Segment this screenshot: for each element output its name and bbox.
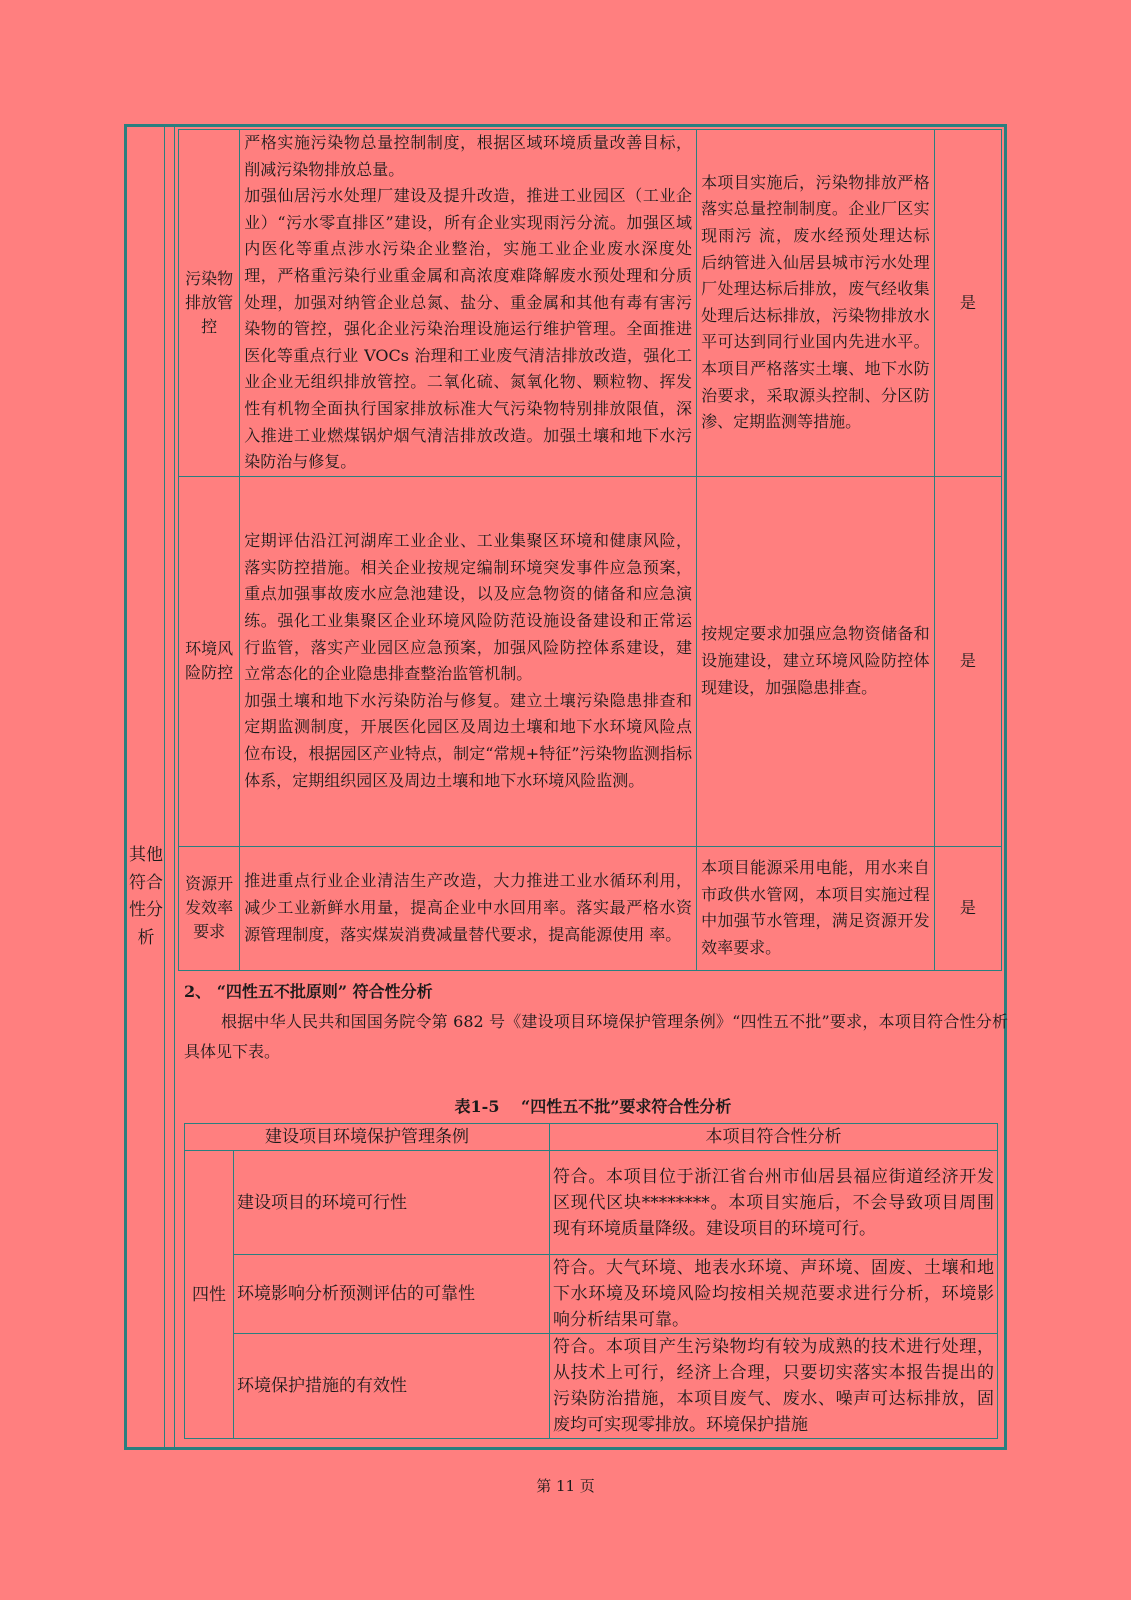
category-cell: 污染物排放管控 [179, 130, 240, 477]
analysis-cell: 符合。本项目产生污染物均有较为成熟的技术进行处理，从技术上可行，经济上合理，只要切实落实本报告提出的污染防治措施，本项目废气、废水、噪声可达标排放，固废均可实现零排放。环境保护措施 [550, 1334, 998, 1439]
spacer-column [165, 127, 175, 1447]
side-label: 其他符合性分析 [129, 845, 163, 948]
section-paragraph: 根据中华人民共和国国务院令第 682 号《建设项目环境保护管理条例》“四性五不批”要求，本项目符合性分析具体见下表。 [184, 1012, 1008, 1061]
result-cell: 是 [934, 846, 1001, 970]
requirement-cell [240, 476, 697, 846]
four-five-table [184, 1123, 998, 1439]
page-number: 第 11 页 [536, 1477, 595, 1495]
analysis-cell: 本项目实施后，污染物排放严格落实总量控制制度。企业厂区实现雨污 流，废水经预处理达标后纳管进入仙居县城市污水处理厂处理达标后排放，废气经收集处理后达标排放，污染物排放水平可达到同行业国内先进水平。本项目严格落实土壤、地下水防治要求，采取源头控制、分区防渗、定期监测等措施。 [697, 130, 935, 477]
requirement-paragraph: 加强仙居污水处理厂建设及提升改造，推进工业园区（工业企业）“污水零直排区”建设，所有企业实现雨污分流。加强区域内医化等重点涉水污染企业整治，实施工业企业废水深度处理，严格重污染行业重金属和高浓度难降解废水预处理和分质处理，加强对纳管企业总氮、盐分、重金属和其他有毒有害污染物的管控，强化企业污染治理设施运行维护管理。全面推进医化等重点行业 VOCs 治理和工业废气清洁排放改造，强化工业企业无组织排放管控。二氧化硫、氮氧化物、颗粒物、挥发性有机物全面执行国家排放标准大气污染物特别排放限值，深入推进工业燃煤锅炉烟气清洁排放改造。加强土壤和地下水污染防治与修复。 [244, 186, 693, 472]
section-2 [178, 977, 1008, 1067]
category-cell: 环境风险防控 [179, 476, 240, 846]
table-caption: 表1-5 “四性五不批”要求符合性分析 [454, 1097, 732, 1116]
table-header-row [185, 1124, 998, 1151]
analysis-cell: 符合。本项目位于浙江省台州市仙居县福应街道经济开发区现代区块********。本项目实施后，不会导致项目周围现有环境质量降级。建设项目的环境可行。 [550, 1151, 998, 1255]
requirement-paragraph: 加强土壤和地下水污染防治与修复。建立土壤污染隐患排查和定期监测制度，开展医化园区及周边土壤和地下水环境风险点位布设，根据园区产业特点，制定“常规+特征”污染物监测指标体系，定期组织园区及周边土壤和地下水环境风险监测。 [244, 690, 693, 790]
result-cell: 是 [934, 130, 1001, 477]
table-row [179, 846, 1002, 970]
table-row [185, 1255, 998, 1334]
table-row [185, 1334, 998, 1439]
section-heading: 2、 “四性五不批原则” 符合性分析 [184, 982, 433, 1001]
requirement-paragraph: 严格实施污染物总量控制制度，根据区域环境质量改善目标，削减污染物排放总量。 [244, 133, 693, 179]
item-cell: 环境影响分析预测评估的可靠性 [234, 1255, 550, 1334]
table-row [179, 476, 1002, 846]
column-header: 本项目符合性分析 [550, 1124, 998, 1151]
table-row [179, 130, 1002, 477]
column-header: 建设项目环境保护管理条例 [185, 1124, 550, 1151]
item-cell: 环境保护措施的有效性 [234, 1334, 550, 1439]
group-cell: 四性 [185, 1151, 234, 1439]
analysis-cell: 符合。大气环境、地表水环境、声环境、固废、土壤和地下水环境及环境风险均按相关规范要求进行分析，环境影响分析结果可靠。 [550, 1255, 998, 1334]
table-row [185, 1151, 998, 1255]
side-label-column [127, 127, 165, 1447]
requirement-cell [240, 846, 697, 970]
requirement-paragraph: 推进重点行业企业清洁生产改造，大力推进工业水循环利用，减少工业新鲜水用量，提高企业中水回用率。落实最严格水资源管理制度，落实煤炭消费减量替代要求，提高能源使用 率。 [244, 871, 693, 944]
compliance-table [178, 129, 1002, 971]
analysis-cell: 按规定要求加强应急物资储备和设施建设，建立环境风险防控体现建设，加强隐患排查。 [697, 476, 935, 846]
analysis-cell: 本项目能源采用电能，用水来自市政供水管网，本项目实施过程中加强节水管理，满足资源开发效率要求。 [697, 846, 935, 970]
category-cell: 资源开发效率要求 [179, 846, 240, 970]
item-cell: 建设项目的环境可行性 [234, 1151, 550, 1255]
page-frame [124, 124, 1007, 1450]
requirement-cell [240, 130, 697, 477]
requirement-paragraph: 定期评估沿江河湖库工业企业、工业集聚区环境和健康风险，落实防控措施。相关企业按规定编制环境突发事件应急预案，重点加强事故废水应急池建设，以及应急物资的储备和应急演练。强化工业集聚区企业环境风险防范设施设备建设和正常运行监管，落实产业园区应急预案，加强风险防控体系建设，建立常态化的企业隐患排查整治监管机制。 [244, 531, 693, 684]
result-cell: 是 [934, 476, 1001, 846]
